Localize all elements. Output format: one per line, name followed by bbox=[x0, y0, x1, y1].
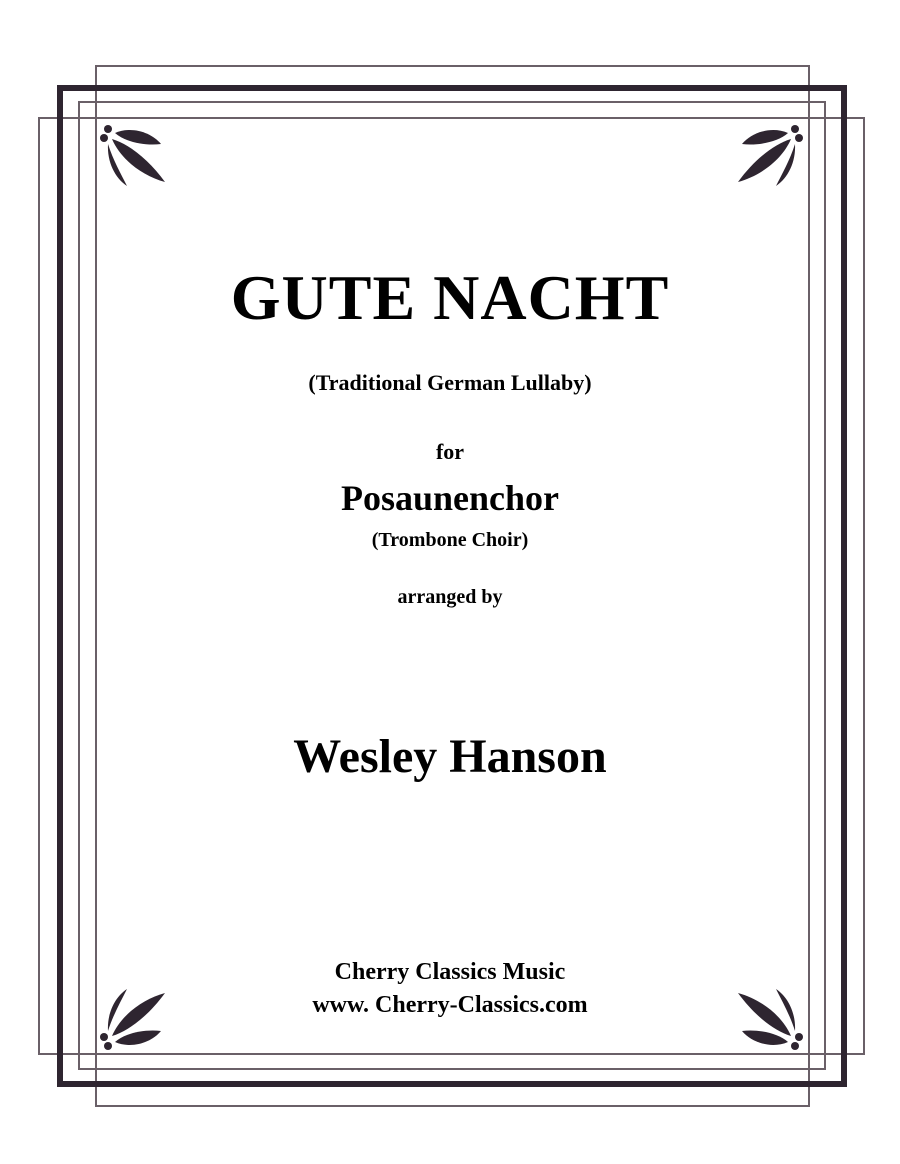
leaf-sprig-icon bbox=[734, 122, 804, 192]
publisher-name: Cherry Classics Music bbox=[334, 959, 566, 985]
arranger-name: Wesley Hanson bbox=[293, 730, 607, 783]
arranged-by-label: arranged by bbox=[397, 586, 503, 608]
piece-title: GUTE NACHT bbox=[230, 262, 670, 333]
instrumentation-translation: (Trombone Choir) bbox=[371, 529, 529, 551]
publisher-website: www. Cherry-Classics.com bbox=[312, 992, 588, 1018]
leaf-sprig-icon bbox=[99, 122, 169, 192]
piece-subtitle: (Traditional German Lullaby) bbox=[308, 370, 592, 395]
for-label: for bbox=[435, 439, 465, 464]
instrumentation: Posaunenchor bbox=[340, 478, 560, 518]
